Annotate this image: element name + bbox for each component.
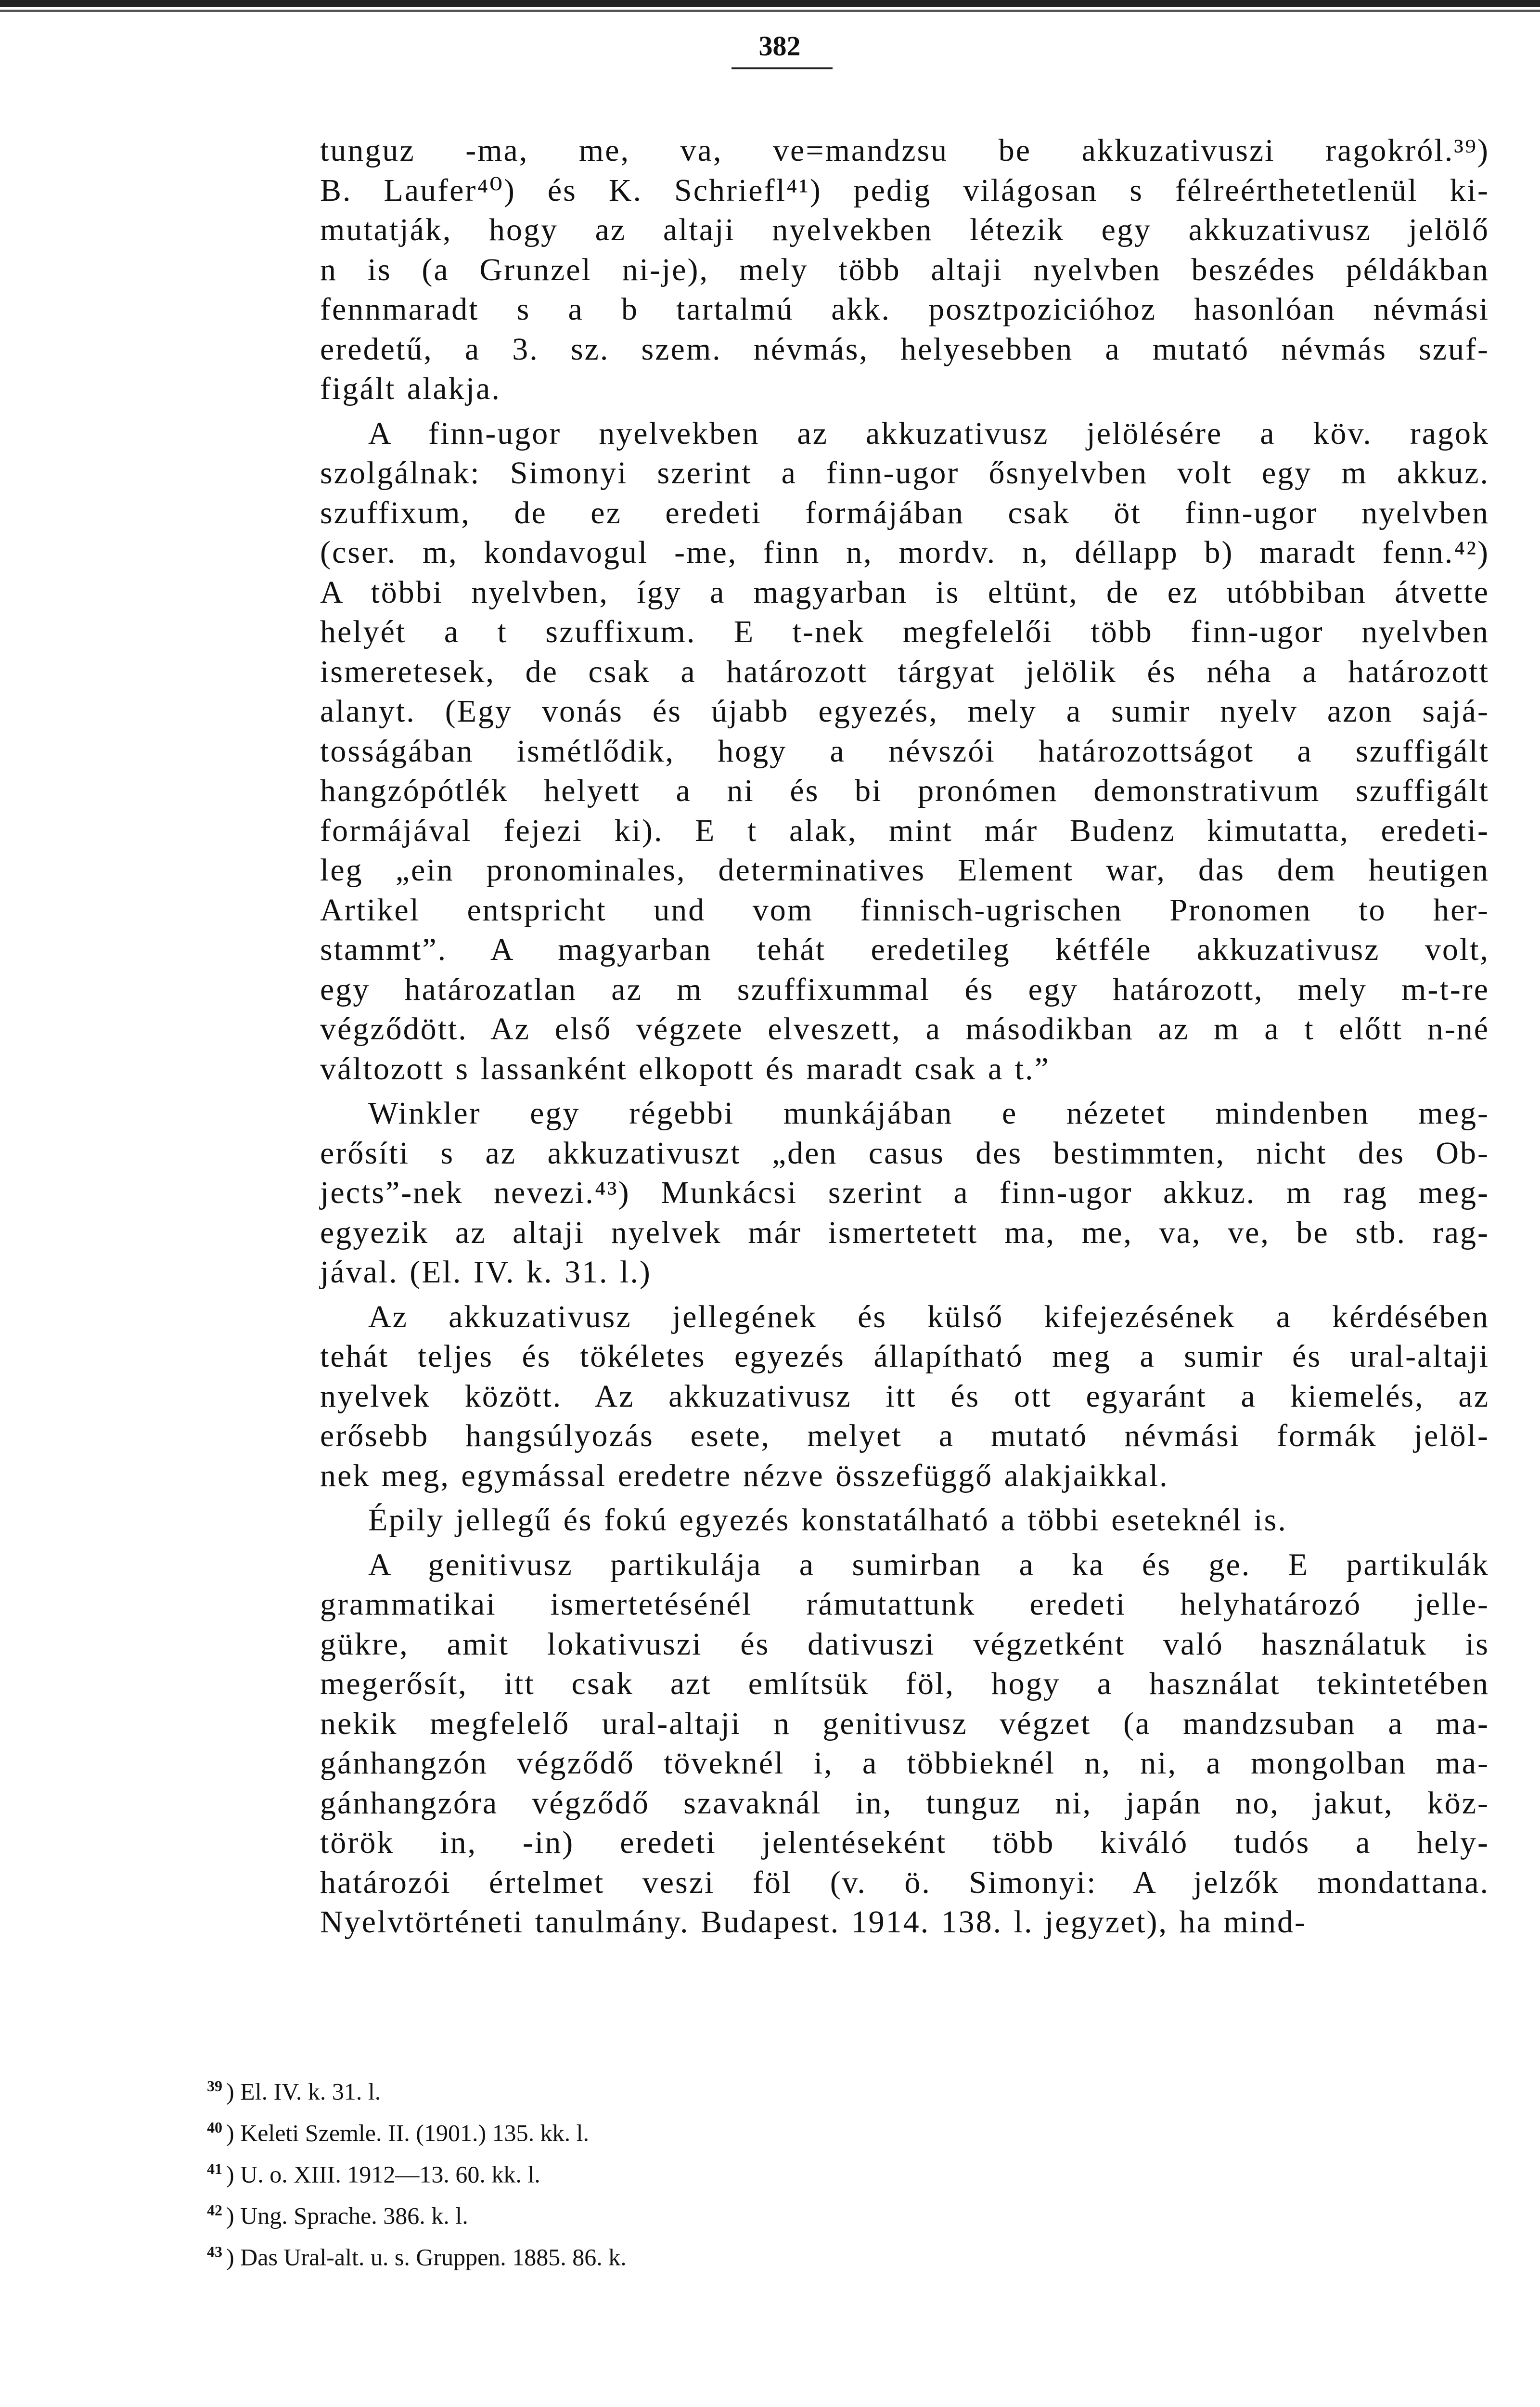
footnote-mark: 43 [207,2243,222,2260]
footnote-mark: 40 [207,2119,222,2136]
text-line: eredetű, a 3. sz. szem. névmás, helyesebben a mutató névmás szuf- [320,331,1489,367]
text-line: Winkler egy régebbi munkájában e nézetet mindenben meg- [368,1096,1489,1131]
paragraph [320,1094,1489,1293]
text-line: hangzópótlék helyett a ni és bi pronómen demonstrativum szuffigált [320,773,1489,808]
text-line: figált alakja. [320,371,501,406]
footnote-mark: 42 [207,2201,222,2219]
text-line: erősíti s az akkuzativuszt „den casus des bestimmten, nicht des Ob- [320,1135,1489,1171]
footnote-paren: ) [226,2119,241,2147]
text-line: mutatják, hogy az altaji nyelvekben létezik egy akkuzativusz jelölő [320,212,1489,247]
text-line: gánhangzóra végződő szavaknál in, tunguz ni, japán no, jakut, köz- [320,1785,1489,1821]
footnote [207,2231,1073,2272]
text-line: tunguz -ma, me, va, ve=mandzsu be akkuzativuszi ragokról.³⁹) [320,133,1489,168]
text-line: leg „ein pronominales, determinatives Element war, das dem heutigen [320,853,1489,888]
text-line: gánhangzón végződő töveknél i, a többieknél n, ni, a mongolban ma- [320,1746,1489,1781]
text-line: Épily jellegű és fokú egyezés konstatálható a többi eseteknél is. [368,1502,1287,1538]
text-line: alanyt. (Egy vonás és újabb egyezés, mely a sumir nyelv azon sajá- [320,694,1489,729]
text-line: n is (a Grunzel ni-je), mely több altaji nyelvben beszédes példákban [320,252,1489,287]
text-line: tosságában ismétlődik, hogy a névszói határozottságot a szuffigált [320,733,1489,769]
text-line: B. Laufer⁴⁰) és K. Schriefl⁴¹) pedig világosan s félreérthetetlenül ki- [320,172,1489,208]
text-line: végződött. Az első végzete elveszett, a másodikban az m a t előtt n-né [320,1011,1489,1047]
footnote [207,2189,1073,2231]
page-number-rule [732,67,833,69]
footnote-paren: ) [226,2078,241,2105]
text-line: Nyelvtörténeti tanulmány. Budapest. 1914. 138. l. jegyzet), ha mind- [320,1904,1307,1940]
text-line: Artikel entspricht und vom finnisch-ugrischen Pronomen to her- [320,892,1489,928]
footnote-text: Das Ural-alt. u. s. Gruppen. 1885. 86. k. [240,2243,627,2271]
text-line: török in, -in) eredeti jelentéseként több kiváló tudós a hely- [320,1825,1489,1860]
paragraph [320,1545,1489,1942]
footnote-paren: ) [226,2243,241,2271]
paragraph [320,1297,1489,1496]
text-line: jects”-nek nevezi.⁴³) Munkácsi szerint a finn-ugor akkuz. m rag meg- [320,1175,1489,1210]
footnote [207,2065,1073,2107]
footnote-paren: ) [226,2202,241,2229]
paragraph [320,414,1489,1089]
text-line: A finn-ugor nyelvekben az akkuzativusz jelölésére a köv. ragok [368,415,1489,451]
text-line: szolgálnak: Simonyi szerint a finn-ugor ősnyelvben volt egy m akkuz. [320,455,1489,491]
footnotes [207,2065,1073,2272]
text-line: nyelvek között. Az akkuzativusz itt és ott egyaránt a kiemelés, az [320,1378,1489,1414]
text-line: jával. (El. IV. k. 31. l.) [320,1255,652,1290]
text-line: határozói értelmet veszi föl (v. ö. Simonyi: A jelzők mondattana. [320,1864,1489,1900]
footnote [207,2107,1073,2148]
text-line: formájával fejezi ki). E t alak, mint már Budenz kimutatta, eredeti- [320,813,1489,848]
text-line: nek meg, egymással eredetre nézve összefüggő alakjaikkal. [320,1458,1169,1493]
text-line: grammatikai ismertetésénél rámutattunk eredeti helyhatározó jelle- [320,1587,1489,1622]
text-line: megerősít, itt csak azt említsük föl, hogy a használat tekintetében [320,1666,1489,1701]
footnote-text: Ung. Sprache. 386. k. l. [240,2202,468,2229]
text-line: egy határozatlan az m szuffixummal és egy határozott, mely m-t-re [320,971,1489,1007]
body-text [320,131,1489,1947]
paragraph [320,131,1489,409]
text-line: (cser. m, kondavogul -me, finn n, mordv. n, déllapp b) maradt fenn.⁴²) [320,535,1489,570]
text-line: erősebb hangsúlyozás esete, melyet a mutató névmási formák jelöl- [320,1418,1489,1453]
text-line: ismeretesek, de csak a határozott tárgyat jelölik és néha a határozott [320,654,1489,689]
footnote-text: U. o. XIII. 1912—13. 60. kk. l. [240,2161,540,2188]
paragraph [320,1501,1489,1540]
footnote-mark: 41 [207,2160,222,2177]
footnote-paren: ) [226,2161,241,2188]
text-line: változott s lassanként elkopott és maradt csak a t.” [320,1051,1050,1087]
footnote-text: El. IV. k. 31. l. [240,2078,381,2105]
text-line: tehát teljes és tökéletes egyezés állapítható meg a sumir és ural-altaji [320,1339,1489,1374]
footnote [207,2148,1073,2189]
text-line: egyezik az altaji nyelvek már ismertetett ma, me, va, ve, be stb. rag- [320,1215,1489,1250]
text-line: fennmaradt s a b tartalmú akk. posztpozicióhoz hasonlóan névmási [320,292,1489,327]
page-number: 382 [758,30,801,62]
text-line: stammt”. A magyarban tehát eredetileg kétféle akkuzativusz volt, [320,932,1489,967]
text-line: A genitivusz partikulája a sumirban a ka és ge. E partikulák [368,1547,1489,1582]
text-line: szuffixum, de ez eredeti formájában csak öt finn-ugor nyelvben [320,495,1489,531]
text-line: helyét a t szuffixum. E t-nek megfelelői több finn-ugor nyelvben [320,614,1489,649]
text-line: nekik megfelelő ural-altaji n genitivusz végzet (a mandzsuban a ma- [320,1706,1489,1741]
scan-top-border [0,0,1540,7]
text-line: gükre, amit lokativuszi és dativuszi végzetként való használatuk is [320,1626,1489,1662]
footnote-mark: 39 [207,2077,222,2095]
text-line: Az akkuzativusz jellegének és külső kifejezésének a kérdésében [368,1299,1489,1334]
text-line: A többi nyelvben, így a magyarban is eltünt, de ez utóbbiban átvette [320,574,1489,610]
footnote-text: Keleti Szemle. II. (1901.) 135. kk. l. [240,2119,589,2147]
scan-top-border-thin [0,10,1540,12]
